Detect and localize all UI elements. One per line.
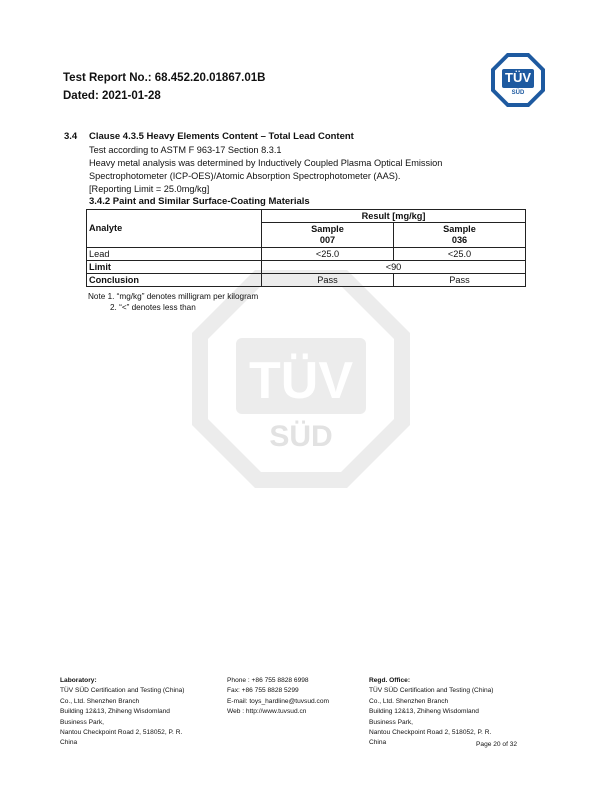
- conclusion-sample-1: Pass: [262, 274, 394, 287]
- sample-2-label: Sample: [443, 224, 476, 234]
- sample-2-id: 036: [451, 235, 468, 245]
- watermark-text-line2: SÜD: [269, 420, 333, 453]
- sample-1-id: 007: [319, 235, 336, 245]
- analysis-line-2: Spectrophotometer (ICP-OES)/Atomic Absorption Spectrophotometer (AAS).: [89, 171, 401, 181]
- limit-value: <90: [262, 261, 526, 274]
- reporting-limit-line: [Reporting Limit = 25.0mg/kg]: [89, 184, 210, 194]
- footer-phone: Phone : +86 755 8828 6998: [227, 677, 309, 684]
- footer-office-line: Co., Ltd. Shenzhen Branch: [369, 697, 449, 705]
- footer-contact: [227, 676, 367, 718]
- table-row: [87, 274, 526, 287]
- analysis-line-1: Heavy metal analysis was determined by Inductively Coupled Plasma Optical Emission: [89, 158, 443, 168]
- section-number: 3.4: [64, 131, 78, 142]
- sample-1-label: Sample: [311, 224, 344, 234]
- limit-label: Limit: [87, 261, 262, 274]
- footer-laboratory: [60, 676, 220, 749]
- test-method-line: Test according to ASTM F 963-17 Section 8.3.1: [89, 145, 282, 155]
- footer-office-line: Nantou Checkpoint Road 2, 518052, P. R.: [369, 729, 492, 737]
- footer-office-line: TÜV SÜD Certification and Testing (China): [369, 687, 494, 695]
- logo-text-line2: SÜD: [511, 90, 525, 96]
- footer-office-line: China: [369, 739, 387, 747]
- footer-lab-line: Building 12&13, Zhiheng Wisdomland: [60, 708, 170, 716]
- conclusion-sample-2: Pass: [394, 274, 526, 287]
- tuv-sud-logo: [490, 52, 546, 108]
- footer-web[interactable]: Web : http://www.tuvsud.cn: [227, 708, 307, 716]
- watermark-text-line1: TÜV: [249, 352, 353, 410]
- watermark: [190, 268, 412, 490]
- results-table: [86, 209, 526, 287]
- lead-sample-2: <25.0: [394, 248, 526, 261]
- conclusion-label: Conclusion: [87, 274, 262, 287]
- footer-fax: Fax: +86 755 8828 5299: [227, 687, 299, 695]
- logo-text-line1: TÜV: [505, 70, 531, 85]
- footer-office-line: Business Park,: [369, 718, 413, 726]
- footer-lab-line: Business Park,: [60, 718, 104, 726]
- footer-office-title: Regd. Office:: [369, 677, 411, 684]
- lead-label: Lead: [87, 248, 262, 261]
- footer-lab-line: China: [60, 739, 78, 747]
- analyte-header: Analyte: [87, 210, 262, 248]
- page-number: Page 20 of 32: [476, 741, 518, 748]
- result-header: Result [mg/kg]: [262, 210, 526, 223]
- table-header-row: [87, 210, 526, 223]
- footer-office-line: Building 12&13, Zhiheng Wisdomland: [369, 708, 479, 716]
- footer-lab-line: TÜV SÜD Certification and Testing (China): [60, 687, 185, 695]
- footer-lab-title: Laboratory:: [60, 677, 97, 684]
- footer-lab-line: Co., Ltd. Shenzhen Branch: [60, 697, 140, 705]
- section-title: Clause 4.3.5 Heavy Elements Content – Total Lead Content: [89, 131, 354, 142]
- footer-email[interactable]: E-mail: toys_hardline@tuvsud.com: [227, 697, 329, 705]
- sample-1-header: [262, 223, 394, 248]
- table-row: [87, 261, 526, 274]
- footer-lab-line: Nantou Checkpoint Road 2, 518052, P. R.: [60, 729, 183, 737]
- note-1: Note 1. “mg/kg” denotes milligram per kilogram: [88, 292, 259, 301]
- note-2: 2. “<” denotes less than: [110, 303, 196, 312]
- subsection-title: 3.4.2 Paint and Similar Surface-Coating Materials: [89, 196, 310, 207]
- lead-sample-1: <25.0: [262, 248, 394, 261]
- footer-office: [369, 676, 529, 749]
- report-date: Dated: 2021-01-28: [63, 90, 161, 102]
- sample-2-header: [394, 223, 526, 248]
- report-number: Test Report No.: 68.452.20.01867.01B: [63, 72, 266, 84]
- table-row: [87, 248, 526, 261]
